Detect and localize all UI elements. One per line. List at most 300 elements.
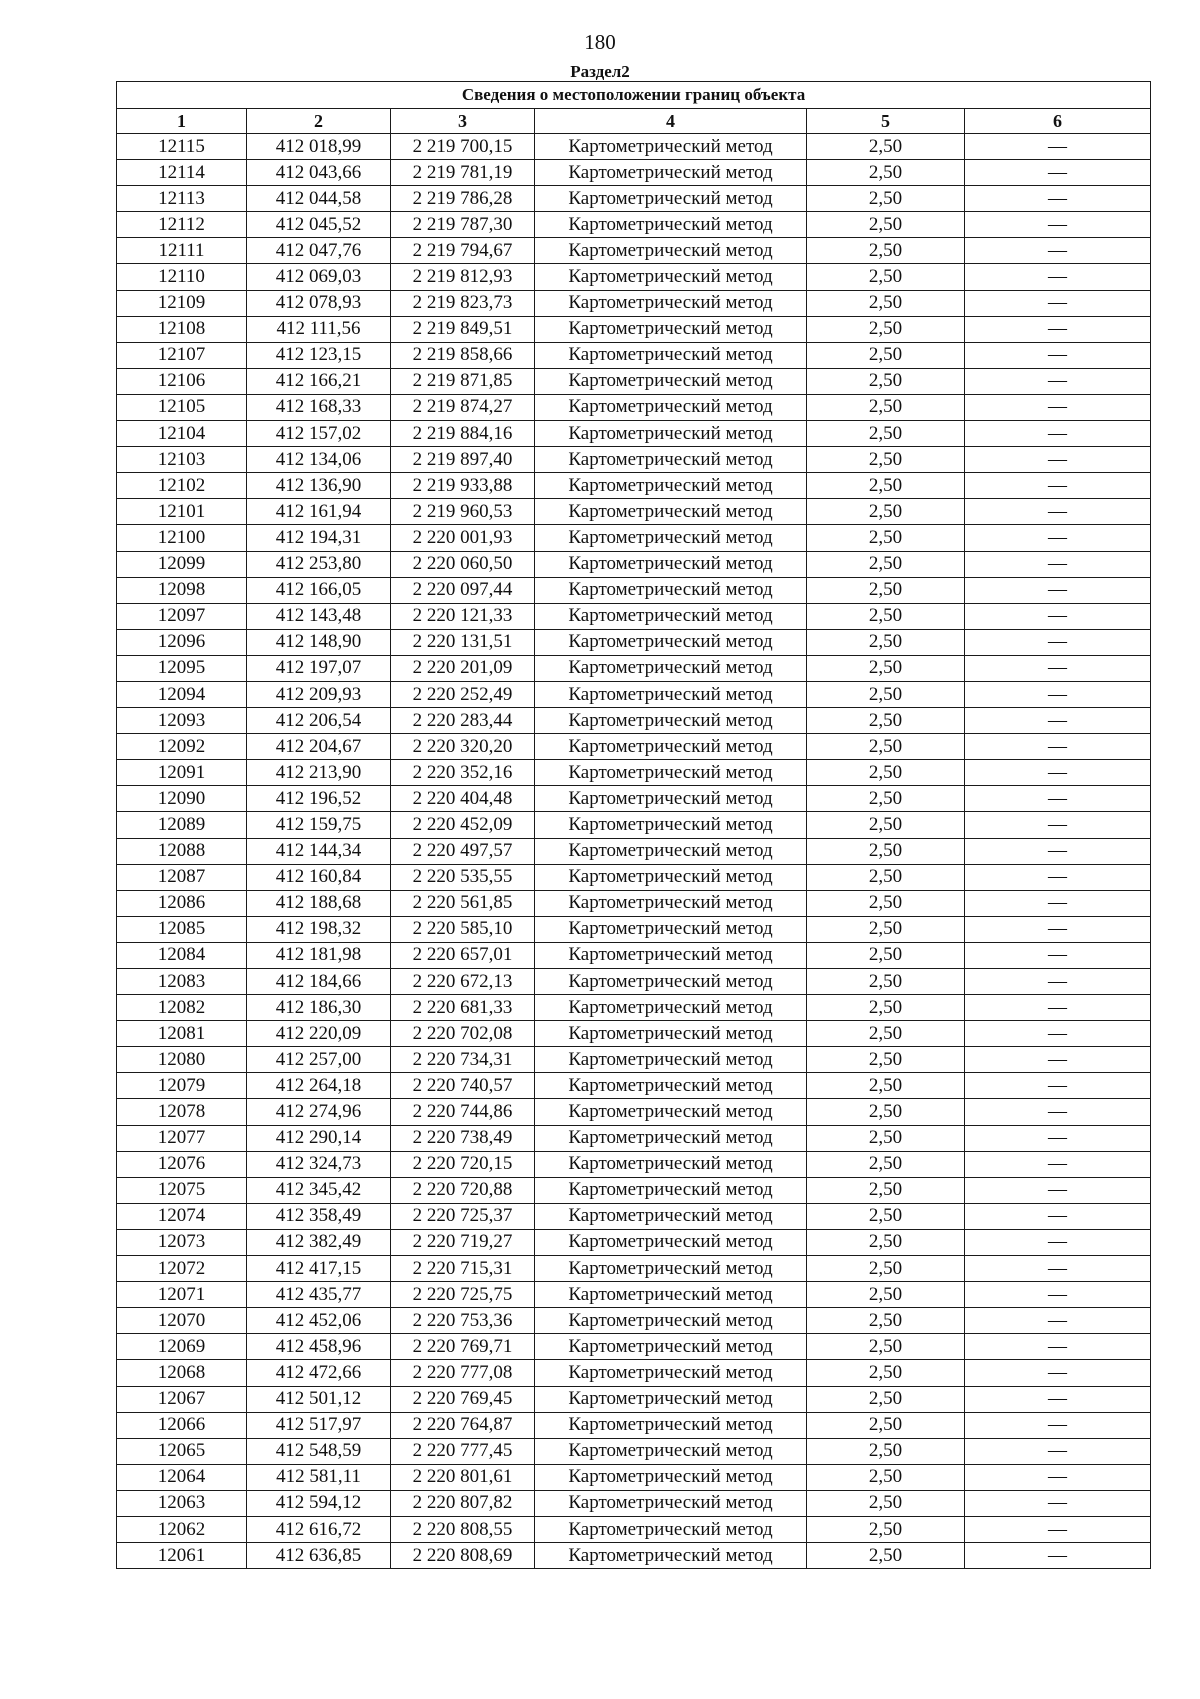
y-coordinate-cell: 2 220 777,08: [391, 1360, 535, 1386]
point-number-cell: 12068: [117, 1360, 247, 1386]
description-cell: —: [965, 186, 1151, 212]
accuracy-cell: 2,50: [807, 1543, 965, 1569]
x-coordinate-cell: 412 274,96: [247, 1099, 391, 1125]
table-row: [117, 342, 1151, 368]
point-number-cell: 12069: [117, 1334, 247, 1360]
accuracy-cell: 2,50: [807, 1360, 965, 1386]
point-number-cell: 12112: [117, 212, 247, 238]
column-header-6: 6: [965, 109, 1151, 134]
accuracy-cell: 2,50: [807, 421, 965, 447]
method-cell: Картометрический метод: [535, 1464, 807, 1490]
accuracy-cell: 2,50: [807, 316, 965, 342]
method-cell: Картометрический метод: [535, 1334, 807, 1360]
point-number-cell: 12099: [117, 551, 247, 577]
table-row: [117, 1047, 1151, 1073]
y-coordinate-cell: 2 219 884,16: [391, 421, 535, 447]
x-coordinate-cell: 412 358,49: [247, 1203, 391, 1229]
accuracy-cell: 2,50: [807, 1125, 965, 1151]
x-coordinate-cell: 412 345,42: [247, 1177, 391, 1203]
table-row: [117, 1282, 1151, 1308]
section-title: Раздел2: [570, 62, 630, 81]
method-cell: Картометрический метод: [535, 1543, 807, 1569]
table-row: [117, 160, 1151, 186]
method-cell: Картометрический метод: [535, 499, 807, 525]
method-cell: Картометрический метод: [535, 838, 807, 864]
y-coordinate-cell: 2 219 823,73: [391, 290, 535, 316]
table-row: [117, 1125, 1151, 1151]
method-cell: Картометрический метод: [535, 1203, 807, 1229]
y-coordinate-cell: 2 220 131,51: [391, 629, 535, 655]
point-number-cell: 12108: [117, 316, 247, 342]
point-number-cell: 12076: [117, 1151, 247, 1177]
table-row: [117, 1464, 1151, 1490]
accuracy-cell: 2,50: [807, 394, 965, 420]
y-coordinate-cell: 2 220 740,57: [391, 1073, 535, 1099]
y-coordinate-cell: 2 220 719,27: [391, 1229, 535, 1255]
x-coordinate-cell: 412 111,56: [247, 316, 391, 342]
header-row: [117, 109, 1151, 134]
accuracy-cell: 2,50: [807, 1308, 965, 1334]
table-row: [117, 212, 1151, 238]
method-cell: Картометрический метод: [535, 212, 807, 238]
accuracy-cell: 2,50: [807, 603, 965, 629]
y-coordinate-cell: 2 219 787,30: [391, 212, 535, 238]
x-coordinate-cell: 412 168,33: [247, 394, 391, 420]
description-cell: —: [965, 995, 1151, 1021]
method-cell: Картометрический метод: [535, 160, 807, 186]
x-coordinate-cell: 412 196,52: [247, 786, 391, 812]
method-cell: Картометрический метод: [535, 421, 807, 447]
method-cell: Картометрический метод: [535, 995, 807, 1021]
table-row: [117, 134, 1151, 160]
method-cell: Картометрический метод: [535, 577, 807, 603]
description-cell: —: [965, 1360, 1151, 1386]
x-coordinate-cell: 412 159,75: [247, 812, 391, 838]
point-number-cell: 12111: [117, 238, 247, 264]
accuracy-cell: 2,50: [807, 1203, 965, 1229]
method-cell: Картометрический метод: [535, 1282, 807, 1308]
table-row: [117, 238, 1151, 264]
accuracy-cell: 2,50: [807, 760, 965, 786]
x-coordinate-cell: 412 078,93: [247, 290, 391, 316]
y-coordinate-cell: 2 220 681,33: [391, 995, 535, 1021]
description-cell: —: [965, 1099, 1151, 1125]
description-cell: —: [965, 577, 1151, 603]
caption-row: [117, 82, 1151, 109]
accuracy-cell: 2,50: [807, 238, 965, 264]
point-number-cell: 12078: [117, 1099, 247, 1125]
point-number-cell: 12097: [117, 603, 247, 629]
accuracy-cell: 2,50: [807, 995, 965, 1021]
x-coordinate-cell: 412 194,31: [247, 525, 391, 551]
x-coordinate-cell: 412 501,12: [247, 1386, 391, 1412]
point-number-cell: 12107: [117, 342, 247, 368]
method-cell: Картометрический метод: [535, 1308, 807, 1334]
point-number-cell: 12083: [117, 969, 247, 995]
table-row: [117, 1256, 1151, 1282]
y-coordinate-cell: 2 220 320,20: [391, 734, 535, 760]
description-cell: —: [965, 786, 1151, 812]
description-cell: —: [965, 916, 1151, 942]
table-row: [117, 681, 1151, 707]
point-number-cell: 12093: [117, 708, 247, 734]
y-coordinate-cell: 2 220 738,49: [391, 1125, 535, 1151]
description-cell: —: [965, 473, 1151, 499]
accuracy-cell: 2,50: [807, 812, 965, 838]
accuracy-cell: 2,50: [807, 577, 965, 603]
point-number-cell: 12070: [117, 1308, 247, 1334]
table-row: [117, 1360, 1151, 1386]
y-coordinate-cell: 2 219 700,15: [391, 134, 535, 160]
y-coordinate-cell: 2 219 871,85: [391, 368, 535, 394]
accuracy-cell: 2,50: [807, 342, 965, 368]
description-cell: —: [965, 421, 1151, 447]
x-coordinate-cell: 412 636,85: [247, 1543, 391, 1569]
y-coordinate-cell: 2 220 769,71: [391, 1334, 535, 1360]
description-cell: —: [965, 342, 1151, 368]
y-coordinate-cell: 2 219 786,28: [391, 186, 535, 212]
method-cell: Картометрический метод: [535, 1073, 807, 1099]
column-header-1: 1: [117, 109, 247, 134]
description-cell: —: [965, 942, 1151, 968]
y-coordinate-cell: 2 219 960,53: [391, 499, 535, 525]
x-coordinate-cell: 412 472,66: [247, 1360, 391, 1386]
description-cell: —: [965, 864, 1151, 890]
point-number-cell: 12092: [117, 734, 247, 760]
point-number-cell: 12074: [117, 1203, 247, 1229]
x-coordinate-cell: 412 213,90: [247, 760, 391, 786]
table-row: [117, 890, 1151, 916]
x-coordinate-cell: 412 220,09: [247, 1021, 391, 1047]
description-cell: —: [965, 1256, 1151, 1282]
x-coordinate-cell: 412 069,03: [247, 264, 391, 290]
description-cell: —: [965, 1203, 1151, 1229]
point-number-cell: 12096: [117, 629, 247, 655]
x-coordinate-cell: 412 204,67: [247, 734, 391, 760]
description-cell: —: [965, 1543, 1151, 1569]
x-coordinate-cell: 412 253,80: [247, 551, 391, 577]
x-coordinate-cell: 412 160,84: [247, 864, 391, 890]
y-coordinate-cell: 2 220 585,10: [391, 916, 535, 942]
description-cell: —: [965, 1151, 1151, 1177]
x-coordinate-cell: 412 184,66: [247, 969, 391, 995]
x-coordinate-cell: 412 018,99: [247, 134, 391, 160]
point-number-cell: 12115: [117, 134, 247, 160]
point-number-cell: 12087: [117, 864, 247, 890]
y-coordinate-cell: 2 220 715,31: [391, 1256, 535, 1282]
description-cell: —: [965, 1308, 1151, 1334]
accuracy-cell: 2,50: [807, 212, 965, 238]
method-cell: Картометрический метод: [535, 1360, 807, 1386]
table-row: [117, 551, 1151, 577]
description-cell: —: [965, 1438, 1151, 1464]
accuracy-cell: 2,50: [807, 264, 965, 290]
y-coordinate-cell: 2 220 725,37: [391, 1203, 535, 1229]
method-cell: Картометрический метод: [535, 368, 807, 394]
table-row: [117, 708, 1151, 734]
y-coordinate-cell: 2 220 404,48: [391, 786, 535, 812]
point-number-cell: 12090: [117, 786, 247, 812]
y-coordinate-cell: 2 220 060,50: [391, 551, 535, 577]
method-cell: Картометрический метод: [535, 1256, 807, 1282]
x-coordinate-cell: 412 157,02: [247, 421, 391, 447]
table-row: [117, 1021, 1151, 1047]
column-header-4: 4: [535, 109, 807, 134]
x-coordinate-cell: 412 458,96: [247, 1334, 391, 1360]
point-number-cell: 12103: [117, 447, 247, 473]
x-coordinate-cell: 412 198,32: [247, 916, 391, 942]
y-coordinate-cell: 2 220 672,13: [391, 969, 535, 995]
table-row: [117, 864, 1151, 890]
x-coordinate-cell: 412 047,76: [247, 238, 391, 264]
point-number-cell: 12089: [117, 812, 247, 838]
description-cell: —: [965, 525, 1151, 551]
point-number-cell: 12102: [117, 473, 247, 499]
method-cell: Картометрический метод: [535, 655, 807, 681]
x-coordinate-cell: 412 123,15: [247, 342, 391, 368]
method-cell: Картометрический метод: [535, 942, 807, 968]
method-cell: Картометрический метод: [535, 134, 807, 160]
y-coordinate-cell: 2 220 720,15: [391, 1151, 535, 1177]
table-row: [117, 368, 1151, 394]
accuracy-cell: 2,50: [807, 942, 965, 968]
y-coordinate-cell: 2 220 452,09: [391, 812, 535, 838]
table-row: [117, 1516, 1151, 1542]
table-row: [117, 812, 1151, 838]
table-row: [117, 969, 1151, 995]
method-cell: Картометрический метод: [535, 1151, 807, 1177]
accuracy-cell: 2,50: [807, 1256, 965, 1282]
table-row: [117, 421, 1151, 447]
description-cell: —: [965, 212, 1151, 238]
accuracy-cell: 2,50: [807, 916, 965, 942]
accuracy-cell: 2,50: [807, 368, 965, 394]
description-cell: —: [965, 1021, 1151, 1047]
method-cell: Картометрический метод: [535, 447, 807, 473]
x-coordinate-cell: 412 148,90: [247, 629, 391, 655]
y-coordinate-cell: 2 219 794,67: [391, 238, 535, 264]
y-coordinate-cell: 2 220 497,57: [391, 838, 535, 864]
method-cell: Картометрический метод: [535, 916, 807, 942]
method-cell: Картометрический метод: [535, 603, 807, 629]
table-row: [117, 1438, 1151, 1464]
description-cell: —: [965, 1464, 1151, 1490]
description-cell: —: [965, 1282, 1151, 1308]
point-number-cell: 12073: [117, 1229, 247, 1255]
accuracy-cell: 2,50: [807, 629, 965, 655]
table-row: [117, 995, 1151, 1021]
x-coordinate-cell: 412 045,52: [247, 212, 391, 238]
description-cell: —: [965, 969, 1151, 995]
table-row: [117, 734, 1151, 760]
point-number-cell: 12061: [117, 1543, 247, 1569]
description-cell: —: [965, 1177, 1151, 1203]
table-row: [117, 499, 1151, 525]
y-coordinate-cell: 2 220 725,75: [391, 1282, 535, 1308]
method-cell: Картометрический метод: [535, 1412, 807, 1438]
description-cell: —: [965, 1386, 1151, 1412]
description-cell: —: [965, 316, 1151, 342]
table-row: [117, 473, 1151, 499]
y-coordinate-cell: 2 220 657,01: [391, 942, 535, 968]
x-coordinate-cell: 412 435,77: [247, 1282, 391, 1308]
description-cell: —: [965, 238, 1151, 264]
point-number-cell: 12063: [117, 1490, 247, 1516]
description-cell: —: [965, 681, 1151, 707]
point-number-cell: 12065: [117, 1438, 247, 1464]
accuracy-cell: 2,50: [807, 134, 965, 160]
x-coordinate-cell: 412 616,72: [247, 1516, 391, 1542]
y-coordinate-cell: 2 219 849,51: [391, 316, 535, 342]
description-cell: —: [965, 1412, 1151, 1438]
point-number-cell: 12072: [117, 1256, 247, 1282]
accuracy-cell: 2,50: [807, 1438, 965, 1464]
method-cell: Картометрический метод: [535, 734, 807, 760]
x-coordinate-cell: 412 134,06: [247, 447, 391, 473]
point-number-cell: 12098: [117, 577, 247, 603]
description-cell: —: [965, 1073, 1151, 1099]
point-number-cell: 12086: [117, 890, 247, 916]
y-coordinate-cell: 2 219 858,66: [391, 342, 535, 368]
description-cell: —: [965, 1516, 1151, 1542]
accuracy-cell: 2,50: [807, 290, 965, 316]
y-coordinate-cell: 2 220 702,08: [391, 1021, 535, 1047]
x-coordinate-cell: 412 452,06: [247, 1308, 391, 1334]
table-row: [117, 942, 1151, 968]
description-cell: —: [965, 1229, 1151, 1255]
method-cell: Картометрический метод: [535, 890, 807, 916]
description-cell: —: [965, 368, 1151, 394]
table-row: [117, 1334, 1151, 1360]
description-cell: —: [965, 1334, 1151, 1360]
method-cell: Картометрический метод: [535, 551, 807, 577]
description-cell: —: [965, 1125, 1151, 1151]
table-row: [117, 786, 1151, 812]
method-cell: Картометрический метод: [535, 473, 807, 499]
point-number-cell: 12101: [117, 499, 247, 525]
description-cell: —: [965, 499, 1151, 525]
table-row: [117, 655, 1151, 681]
method-cell: Картометрический метод: [535, 1099, 807, 1125]
point-number-cell: 12079: [117, 1073, 247, 1099]
description-cell: —: [965, 551, 1151, 577]
x-coordinate-cell: 412 197,07: [247, 655, 391, 681]
y-coordinate-cell: 2 220 097,44: [391, 577, 535, 603]
point-number-cell: 12080: [117, 1047, 247, 1073]
point-number-cell: 12082: [117, 995, 247, 1021]
point-number-cell: 12105: [117, 394, 247, 420]
y-coordinate-cell: 2 220 807,82: [391, 1490, 535, 1516]
description-cell: —: [965, 264, 1151, 290]
table-row: [117, 1386, 1151, 1412]
accuracy-cell: 2,50: [807, 1021, 965, 1047]
accuracy-cell: 2,50: [807, 655, 965, 681]
method-cell: Картометрический метод: [535, 812, 807, 838]
point-number-cell: 12088: [117, 838, 247, 864]
accuracy-cell: 2,50: [807, 1073, 965, 1099]
y-coordinate-cell: 2 220 769,45: [391, 1386, 535, 1412]
x-coordinate-cell: 412 166,21: [247, 368, 391, 394]
table-row: [117, 603, 1151, 629]
column-header-5: 5: [807, 109, 965, 134]
point-number-cell: 12075: [117, 1177, 247, 1203]
y-coordinate-cell: 2 220 535,55: [391, 864, 535, 890]
method-cell: Картометрический метод: [535, 1386, 807, 1412]
method-cell: Картометрический метод: [535, 681, 807, 707]
accuracy-cell: 2,50: [807, 1047, 965, 1073]
y-coordinate-cell: 2 220 734,31: [391, 1047, 535, 1073]
point-number-cell: 12114: [117, 160, 247, 186]
table-row: [117, 186, 1151, 212]
point-number-cell: 12095: [117, 655, 247, 681]
table-row: [117, 1099, 1151, 1125]
point-number-cell: 12091: [117, 760, 247, 786]
method-cell: Картометрический метод: [535, 969, 807, 995]
accuracy-cell: 2,50: [807, 1282, 965, 1308]
description-cell: —: [965, 160, 1151, 186]
x-coordinate-cell: 412 324,73: [247, 1151, 391, 1177]
accuracy-cell: 2,50: [807, 1516, 965, 1542]
x-coordinate-cell: 412 136,90: [247, 473, 391, 499]
point-number-cell: 12071: [117, 1282, 247, 1308]
accuracy-cell: 2,50: [807, 1490, 965, 1516]
x-coordinate-cell: 412 143,48: [247, 603, 391, 629]
method-cell: Картометрический метод: [535, 342, 807, 368]
table-row: [117, 1490, 1151, 1516]
x-coordinate-cell: 412 144,34: [247, 838, 391, 864]
table-row: [117, 316, 1151, 342]
y-coordinate-cell: 2 219 874,27: [391, 394, 535, 420]
y-coordinate-cell: 2 220 808,55: [391, 1516, 535, 1542]
table-row: [117, 447, 1151, 473]
description-cell: —: [965, 760, 1151, 786]
x-coordinate-cell: 412 581,11: [247, 1464, 391, 1490]
description-cell: —: [965, 655, 1151, 681]
accuracy-cell: 2,50: [807, 473, 965, 499]
x-coordinate-cell: 412 181,98: [247, 942, 391, 968]
point-number-cell: 12094: [117, 681, 247, 707]
method-cell: Картометрический метод: [535, 760, 807, 786]
point-number-cell: 12085: [117, 916, 247, 942]
table-row: [117, 577, 1151, 603]
method-cell: Картометрический метод: [535, 629, 807, 655]
table-row: [117, 1177, 1151, 1203]
description-cell: —: [965, 890, 1151, 916]
accuracy-cell: 2,50: [807, 890, 965, 916]
x-coordinate-cell: 412 206,54: [247, 708, 391, 734]
accuracy-cell: 2,50: [807, 1386, 965, 1412]
method-cell: Картометрический метод: [535, 264, 807, 290]
x-coordinate-cell: 412 382,49: [247, 1229, 391, 1255]
description-cell: —: [965, 290, 1151, 316]
method-cell: Картометрический метод: [535, 290, 807, 316]
accuracy-cell: 2,50: [807, 1229, 965, 1255]
accuracy-cell: 2,50: [807, 160, 965, 186]
y-coordinate-cell: 2 220 764,87: [391, 1412, 535, 1438]
accuracy-cell: 2,50: [807, 1412, 965, 1438]
table-row: [117, 916, 1151, 942]
point-number-cell: 12110: [117, 264, 247, 290]
point-number-cell: 12067: [117, 1386, 247, 1412]
method-cell: Картометрический метод: [535, 1177, 807, 1203]
description-cell: —: [965, 1047, 1151, 1073]
accuracy-cell: 2,50: [807, 525, 965, 551]
description-cell: —: [965, 447, 1151, 473]
point-number-cell: 12062: [117, 1516, 247, 1542]
column-header-2: 2: [247, 109, 391, 134]
table-body: [117, 134, 1151, 1569]
x-coordinate-cell: 412 517,97: [247, 1412, 391, 1438]
